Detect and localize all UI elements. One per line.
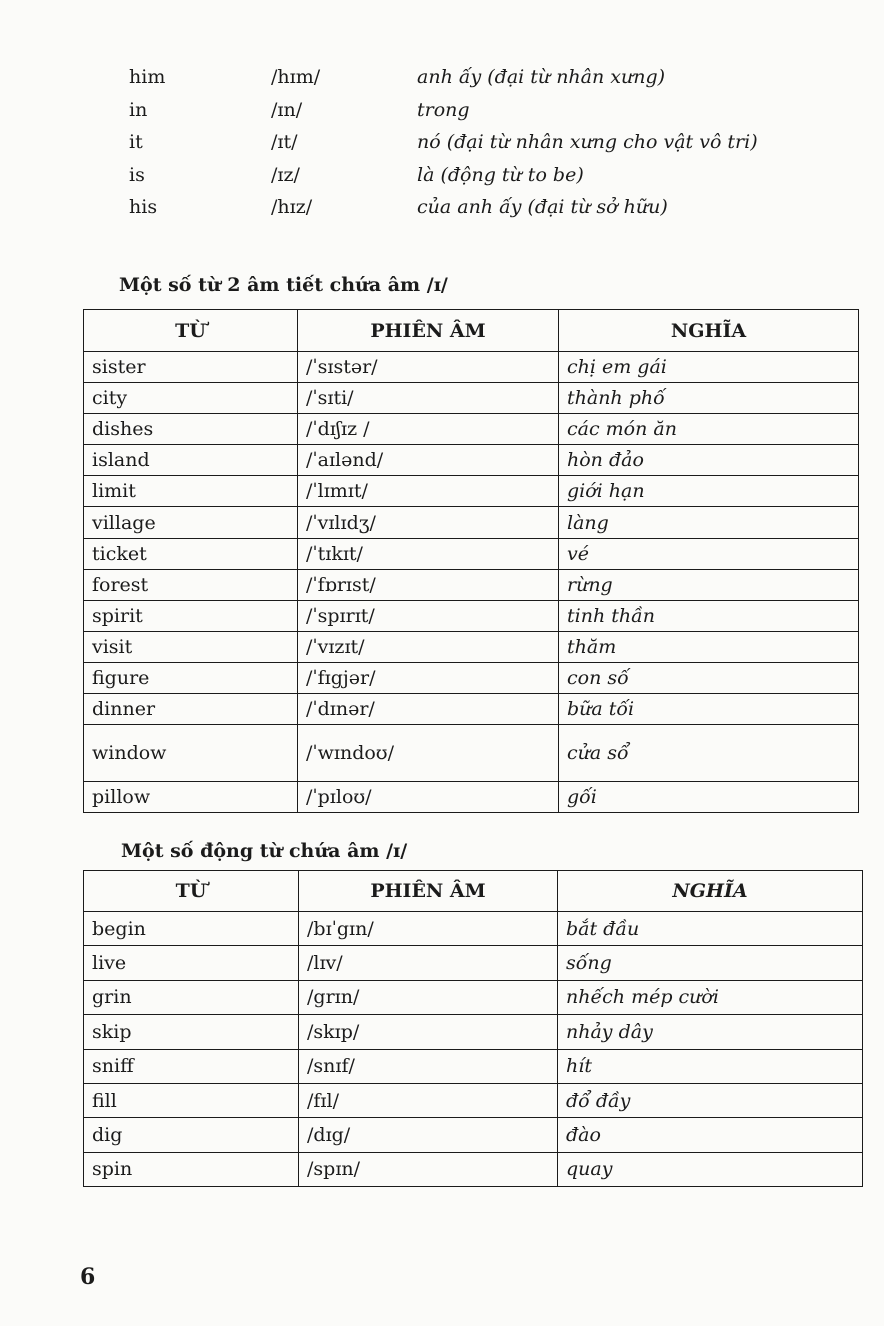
table-row [84, 980, 863, 1014]
table-row [84, 662, 859, 693]
word-cell: spirit [84, 600, 298, 631]
meaning-cell: hòn đảo [559, 445, 859, 476]
ipa-cell: /spɪn/ [299, 1152, 558, 1186]
meaning-cell: con số [559, 662, 859, 693]
word-cell: visit [84, 631, 298, 662]
ipa-cell: /ˈsɪti/ [298, 383, 559, 414]
ipa-cell: /ˈaɪlənd/ [298, 445, 559, 476]
column-header-meaning: NGHĨA [558, 871, 863, 912]
ipa: /ɪz/ [271, 163, 300, 186]
word-cell: pillow [84, 782, 298, 813]
word: him [129, 66, 166, 88]
ipa-cell: /lɪv/ [299, 946, 558, 980]
section1-heading: Một số từ 2 âm tiết chứa âm /ɪ/ [119, 274, 448, 296]
table-row [84, 782, 859, 813]
meaning-cell: vé [559, 538, 859, 569]
word-list [0, 66, 884, 229]
section2-heading: Một số động từ chứa âm /ɪ/ [121, 840, 408, 862]
table-row [84, 569, 859, 600]
meaning-cell: rừng [559, 569, 859, 600]
table-header-row [84, 310, 859, 352]
word-cell: dinner [84, 694, 298, 725]
table-row [84, 352, 859, 383]
meaning-cell: các món ăn [559, 414, 859, 445]
table-row [84, 1049, 863, 1083]
word-cell: figure [84, 662, 298, 693]
meaning-cell: tinh thần [559, 600, 859, 631]
meaning-cell: bắt đầu [558, 912, 863, 946]
table-row [84, 538, 859, 569]
meaning: anh ấy (đại từ nhân xưng) [417, 66, 666, 88]
ipa: /hɪz/ [271, 196, 313, 218]
ipa: /ɪn/ [271, 98, 303, 121]
verbs-table [83, 870, 863, 1187]
ipa-cell: /grɪn/ [299, 980, 558, 1014]
word-cell: live [84, 946, 299, 980]
word-list-item [0, 131, 884, 164]
word: in [129, 98, 148, 121]
word: it [129, 131, 143, 153]
table-row [84, 912, 863, 946]
table-row [84, 600, 859, 631]
meaning: nó (đại từ nhân xưng cho vật vô tri) [417, 131, 758, 153]
ipa-cell: /dɪg/ [299, 1118, 558, 1152]
table-row [84, 1015, 863, 1049]
table-row [84, 445, 859, 476]
ipa-cell: /ˈdɪʃɪz / [298, 414, 559, 445]
column-header-ipa: PHIÊN ÂM [299, 871, 558, 912]
meaning-cell: sống [558, 946, 863, 980]
ipa-cell: /snɪf/ [299, 1049, 558, 1083]
word-cell: sister [84, 352, 298, 383]
meaning-cell: quay [558, 1152, 863, 1186]
meaning-cell: bữa tối [559, 694, 859, 725]
meaning: là (động từ to be) [417, 163, 584, 186]
word-cell: spin [84, 1152, 299, 1186]
word-cell: dishes [84, 414, 298, 445]
word-cell: sniff [84, 1049, 299, 1083]
word-cell: dig [84, 1118, 299, 1152]
word: his [129, 196, 158, 218]
word: is [129, 163, 145, 186]
table-row [84, 1152, 863, 1186]
table-row [84, 476, 859, 507]
table-row [84, 694, 859, 725]
ipa-cell: /ˈspɪrɪt/ [298, 600, 559, 631]
word-cell: ticket [84, 538, 298, 569]
ipa-cell: /ˈtɪkɪt/ [298, 538, 559, 569]
meaning-cell: thăm [559, 631, 859, 662]
ipa-cell: /ˈfɪgjər/ [298, 662, 559, 693]
meaning-cell: nhảy dây [558, 1015, 863, 1049]
word-list-item [0, 196, 884, 229]
meaning-cell: nhếch mép cười [558, 980, 863, 1014]
column-header-word: TỪ [84, 871, 299, 912]
ipa-cell: /ˈdɪnər/ [298, 694, 559, 725]
meaning: của anh ấy (đại từ sở hữu) [417, 196, 668, 218]
word-cell: begin [84, 912, 299, 946]
ipa-cell: /bɪˈgɪn/ [299, 912, 558, 946]
table-row [84, 1083, 863, 1117]
ipa: /ɪt/ [271, 131, 298, 153]
meaning-cell: cửa sổ [559, 725, 859, 782]
column-header-word: TỪ [84, 310, 298, 352]
column-header-meaning: NGHĨA [559, 310, 859, 352]
ipa-cell: /fɪl/ [299, 1083, 558, 1117]
page-number: 6 [80, 1264, 96, 1290]
meaning-cell: làng [559, 507, 859, 538]
column-header-ipa: PHIÊN ÂM [298, 310, 559, 352]
meaning-cell: đổ đầy [558, 1083, 863, 1117]
ipa-cell: /ˈwɪndoʊ/ [298, 725, 559, 782]
word-cell: fill [84, 1083, 299, 1117]
word-cell: forest [84, 569, 298, 600]
ipa-cell: /ˈfɒrɪst/ [298, 569, 559, 600]
word-cell: island [84, 445, 298, 476]
ipa-cell: /skɪp/ [299, 1015, 558, 1049]
table-row [84, 383, 859, 414]
word-cell: village [84, 507, 298, 538]
two-syllable-words-table [83, 309, 859, 813]
word-cell: skip [84, 1015, 299, 1049]
meaning-cell: thành phố [559, 383, 859, 414]
table-row [84, 725, 859, 782]
ipa-cell: /ˈlɪmɪt/ [298, 476, 559, 507]
meaning-cell: chị em gái [559, 352, 859, 383]
table-row [84, 414, 859, 445]
meaning: trong [417, 98, 470, 121]
table-row [84, 507, 859, 538]
meaning-cell: đào [558, 1118, 863, 1152]
word-cell: city [84, 383, 298, 414]
table-header-row [84, 871, 863, 912]
ipa-cell: /ˈsɪstər/ [298, 352, 559, 383]
ipa-cell: /ˈpɪloʊ/ [298, 782, 559, 813]
ipa-cell: /ˈvɪzɪt/ [298, 631, 559, 662]
table-row [84, 946, 863, 980]
word-list-item [0, 66, 884, 99]
table-row [84, 631, 859, 662]
word-cell: limit [84, 476, 298, 507]
word-cell: window [84, 725, 298, 782]
table-row [84, 1118, 863, 1152]
meaning-cell: gối [559, 782, 859, 813]
meaning-cell: hít [558, 1049, 863, 1083]
meaning-cell: giới hạn [559, 476, 859, 507]
ipa: /hɪm/ [271, 66, 321, 88]
word-cell: grin [84, 980, 299, 1014]
ipa-cell: /ˈvɪlɪdʒ/ [298, 507, 559, 538]
word-list-item [0, 164, 884, 197]
word-list-item [0, 99, 884, 132]
